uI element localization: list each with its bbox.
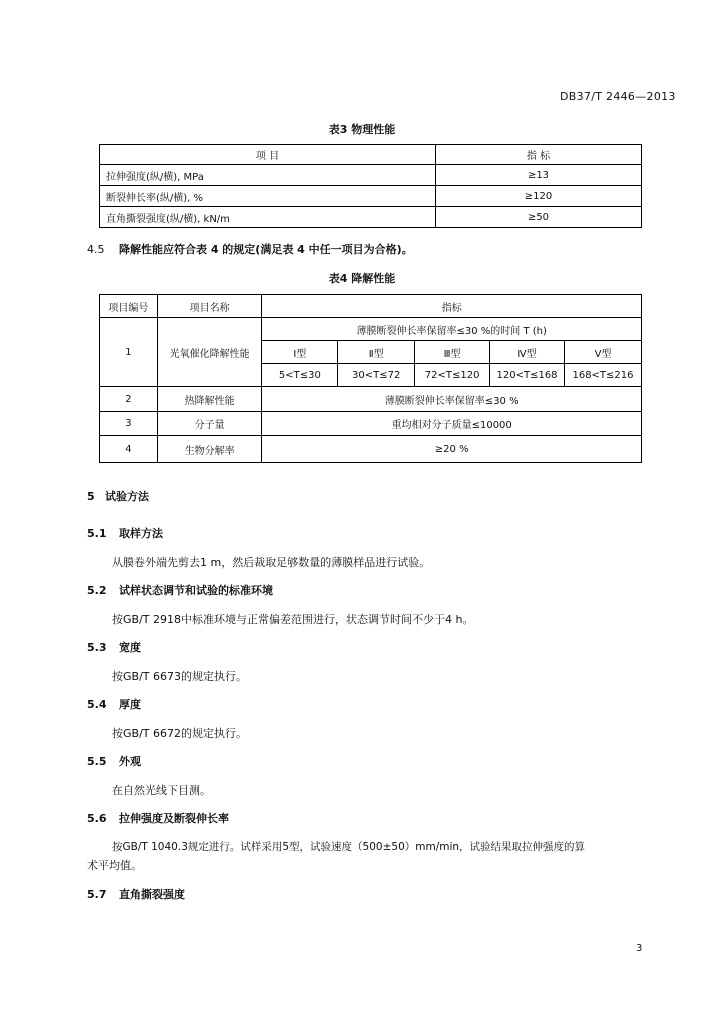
row-no: 4 bbox=[100, 436, 158, 463]
row-value: ≥50 bbox=[436, 207, 642, 228]
table4-caption: 表4 降解性能 bbox=[328, 272, 396, 285]
clause-number: 5.3 bbox=[87, 641, 107, 654]
col-item-header: 项 目 bbox=[100, 145, 436, 165]
s5-1-heading bbox=[87, 525, 163, 541]
s5-6-text-line1: 按GB/T 1040.3规定进行。试样采用5型，试验速度（500±50）mm/min，试验结果取拉伸强度的算 bbox=[112, 841, 586, 853]
type-cell: Ⅰ型 bbox=[262, 341, 338, 364]
s5-7-heading bbox=[87, 886, 185, 902]
s5-5-text: 在自然光线下目测。 bbox=[112, 784, 211, 797]
col-index-header: 指标 bbox=[262, 295, 642, 318]
col-index-header: 指 标 bbox=[436, 145, 642, 165]
range-cell: 30<T≤72 bbox=[338, 364, 415, 387]
clause-number: 5.6 bbox=[87, 812, 107, 825]
row-no: 3 bbox=[100, 412, 158, 436]
clause-text: 降解性能应符合表 4 的规定(满足表 4 中任一项目为合格)。 bbox=[119, 243, 413, 256]
s5-2-heading bbox=[87, 582, 273, 598]
s5-4-heading bbox=[87, 696, 141, 712]
clause-title: 试样状态调节和试验的标准环境 bbox=[119, 584, 273, 597]
row-name: 生物分解率 bbox=[157, 436, 262, 463]
section-title: 试验方法 bbox=[105, 490, 149, 503]
row-name: 光氧催化降解性能 bbox=[157, 318, 262, 387]
range-cell: 5<T≤30 bbox=[262, 364, 338, 387]
clause-title: 宽度 bbox=[119, 641, 141, 654]
standard-code: DB37/T 2446—2013 bbox=[560, 90, 676, 103]
section-5-heading bbox=[87, 488, 149, 504]
s5-1-text: 从膜卷外端先剪去1 m，然后裁取足够数量的薄膜样品进行试验。 bbox=[112, 556, 431, 569]
col-name-header: 项目名称 bbox=[157, 295, 262, 318]
s5-3-text: 按GB/T 6673的规定执行。 bbox=[112, 670, 247, 683]
table-header-row bbox=[100, 145, 642, 165]
row-name: 分子量 bbox=[157, 412, 262, 436]
type-cell: Ⅲ型 bbox=[415, 341, 490, 364]
type-cell: Ⅴ型 bbox=[565, 341, 642, 364]
table-row bbox=[100, 436, 642, 463]
row-desc: 薄膜断裂伸长率保留率≤30 %的时间 T (h) bbox=[262, 318, 642, 341]
clause-4-5 bbox=[87, 241, 413, 257]
clause-title: 直角撕裂强度 bbox=[119, 888, 185, 901]
range-cell: 120<T≤168 bbox=[490, 364, 565, 387]
clause-number: 5.5 bbox=[87, 755, 107, 768]
table3-caption: 表3 物理性能 bbox=[328, 123, 396, 136]
row-value: 薄膜断裂伸长率保留率≤30 % bbox=[262, 387, 642, 412]
table-row bbox=[100, 186, 642, 207]
clause-number: 5.1 bbox=[87, 527, 107, 540]
s5-2-text: 按GB/T 2918中标准环境与正常偏差范围进行，状态调节时间不少于4 h。 bbox=[112, 613, 474, 626]
table-row bbox=[100, 165, 642, 186]
range-cell: 168<T≤216 bbox=[565, 364, 642, 387]
clause-title: 取样方法 bbox=[119, 527, 163, 540]
s5-4-text: 按GB/T 6672的规定执行。 bbox=[112, 727, 247, 740]
row-value: ≥20 % bbox=[262, 436, 642, 463]
clause-number: 5.7 bbox=[87, 888, 107, 901]
col-no-header: 项目编号 bbox=[100, 295, 158, 318]
clause-title: 厚度 bbox=[119, 698, 141, 711]
row-value: ≥120 bbox=[436, 186, 642, 207]
section-number: 5 bbox=[87, 490, 95, 503]
table-row bbox=[100, 412, 642, 436]
table-row bbox=[100, 387, 642, 412]
s5-6-text-line2: 术平均值。 bbox=[87, 859, 142, 872]
table-header-row bbox=[100, 295, 642, 318]
clause-number: 5.2 bbox=[87, 584, 107, 597]
type-cell: Ⅳ型 bbox=[490, 341, 565, 364]
s5-5-heading bbox=[87, 753, 141, 769]
range-cell: 72<T≤120 bbox=[415, 364, 490, 387]
s5-6-heading bbox=[87, 810, 229, 826]
row-name: 热降解性能 bbox=[157, 387, 262, 412]
row-no: 2 bbox=[100, 387, 158, 412]
table-row bbox=[100, 318, 642, 341]
type-cell: Ⅱ型 bbox=[338, 341, 415, 364]
clause-number: 4.5 bbox=[87, 243, 105, 256]
row-item: 拉伸强度(纵/横), MPa bbox=[100, 165, 436, 186]
clause-number: 5.4 bbox=[87, 698, 107, 711]
table4-degradation-properties bbox=[99, 294, 642, 463]
page-number: 3 bbox=[636, 943, 643, 954]
s5-3-heading bbox=[87, 639, 141, 655]
table-row bbox=[100, 207, 642, 228]
row-value: 重均相对分子质量≤10000 bbox=[262, 412, 642, 436]
row-no: 1 bbox=[100, 318, 158, 387]
row-item: 直角撕裂强度(纵/横), kN/m bbox=[100, 207, 436, 228]
clause-title: 外观 bbox=[119, 755, 141, 768]
table3-physical-properties bbox=[99, 144, 642, 228]
row-value: ≥13 bbox=[436, 165, 642, 186]
row-item: 断裂伸长率(纵/横), % bbox=[100, 186, 436, 207]
clause-title: 拉伸强度及断裂伸长率 bbox=[119, 812, 229, 825]
